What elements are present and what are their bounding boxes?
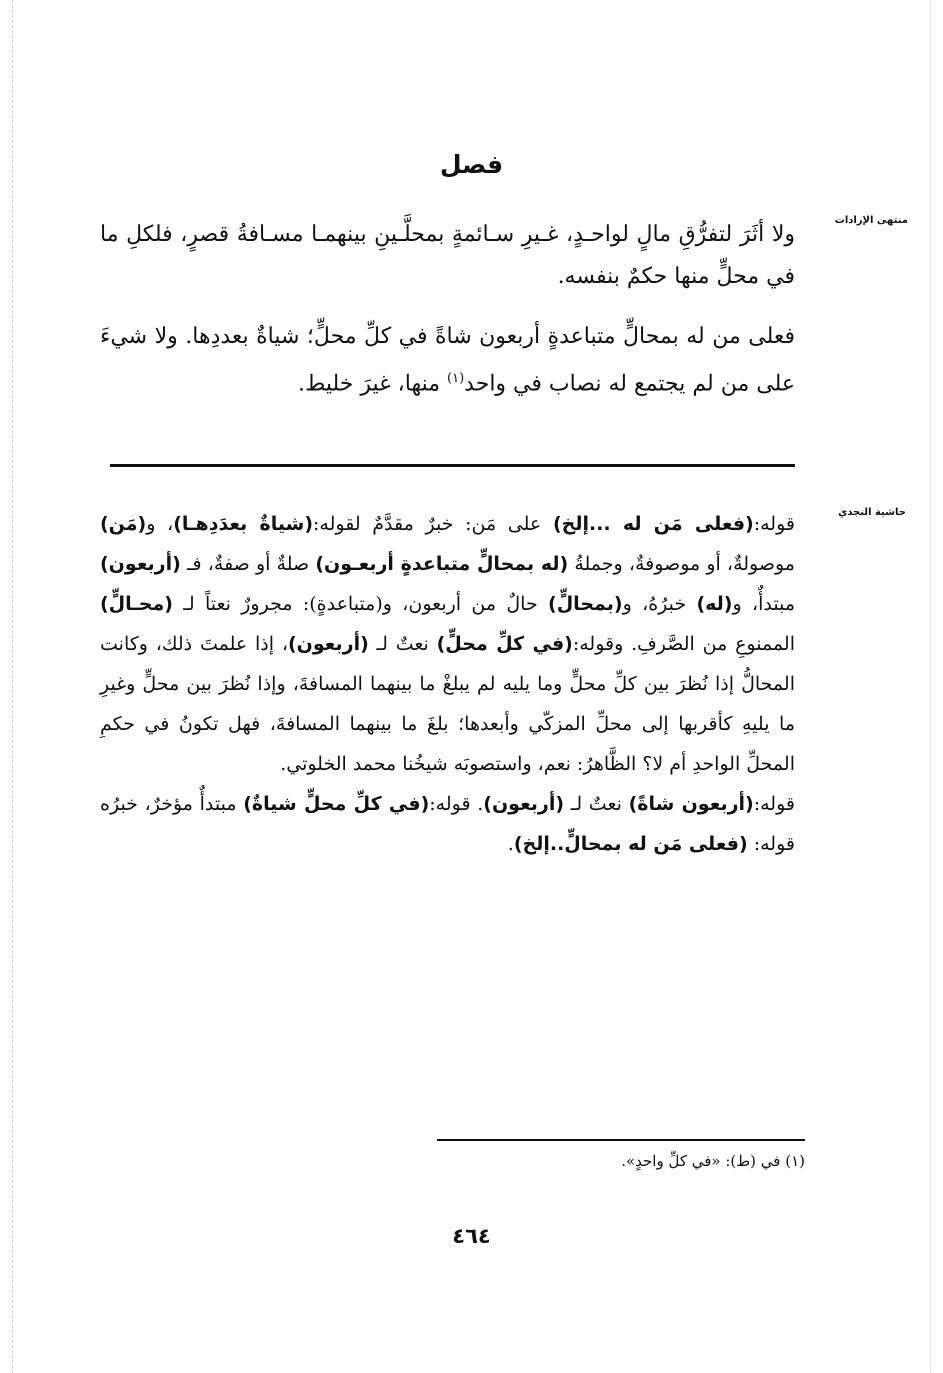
hashiya-quote: (أربعون) (287, 633, 369, 655)
side-label-hashiya: حاشية النجدي (838, 507, 906, 518)
main-paragraph-2a: فعلى من له بمحالٍّ متباعدةٍ أربعون شاةً في كلِّ محلٍّ؛ شياةٌ بعددِها. (185, 324, 795, 349)
main-paragraph-2 (100, 316, 795, 405)
main-text (100, 214, 795, 405)
hashiya-segment: ، إذا علمتَ ذلك، وكانت المحالُّ إذا نُظرَ بين كلِّ محلٍّ وما يليه لم يبلغْ ما بينهما المسافةَ، وإذا نُظرَ بين محلٍّ وغيرِ ما يليهِ كأقربها إلى محلِّ المزكّي وأبعدها؛ بلغَ ما بينهما المسافةَ، فهل تكونُ في حكمِ المحلِّ الواحدِ أم لا؟ الظَّاهرُ: نعم، واستصوبَه شيخُنا محمد الخلوتي. (100, 633, 795, 775)
hashiya-text (100, 504, 795, 864)
hashiya-segment: على مَن: خبرٌ مقدَّمٌ لقوله: (313, 513, 553, 535)
hashiya-quote: (في كلِّ محلٍّ شياةٌ) (243, 793, 430, 815)
hashiya-segment: خبرُهُ، و (622, 593, 697, 615)
section-title: فصل (439, 150, 504, 179)
hashiya-paragraph-2 (100, 784, 795, 864)
hashiya-quote: (له) (696, 593, 733, 615)
hashiya-segment: مبتدأٌ مؤخرٌ، خبرُه قوله: (100, 793, 795, 855)
hashiya-paragraph-1 (100, 504, 795, 784)
footnote-marker: (١) (447, 371, 465, 386)
hashiya-segment: صلةٌ أو صفةٌ، فـ (180, 553, 316, 575)
main-paragraph-2b-end: منها، غيرَ خليط. (298, 371, 448, 397)
hashiya-quote: (في كلِّ محلٍّ) (436, 633, 573, 655)
main-paragraph-2b-start: ولا شيءَ على من لم يجتمع له نصاب في واحد (100, 324, 795, 397)
hashiya-quote: (أربعون) (100, 553, 181, 575)
page-number: ٤٦٤ (452, 1224, 491, 1248)
hashiya-segment: ، و (146, 513, 174, 535)
hashiya-segment: . قوله: (429, 793, 484, 815)
hashiya-segment: قوله: (753, 793, 795, 815)
main-paragraph-1: ولا أثَرَ لتفرُّقِ مالٍ لواحـدٍ، غـيرِ سـائمةٍ بمحلَّـينِ بينهمـا مسـافةُ قصرٍ، فلكلِ ما في محلٍّ منها حكمٌ بنفسه. (100, 222, 795, 289)
hashiya-quote: (محـالٍّ) (100, 593, 173, 615)
hashiya-quote: (فعلى مَن له بمحالٍّ..إلخ) (513, 833, 748, 855)
hashiya-segment: موصولةٌ، أو موصوفةٌ، وجملةُ (568, 553, 795, 575)
scan-edge-left (12, 0, 13, 1373)
hashiya-segment: مبتدأٌ، و (732, 593, 796, 615)
hashiya-quote: (فعلى مَن له ...إلخ) (552, 513, 754, 535)
hashiya-quote: (أربعون) (483, 793, 565, 815)
side-label-matn: منتهى الإرادات (834, 215, 908, 226)
hashiya-quote: (مَن) (100, 513, 147, 535)
hashiya-segment: الممنوعِ من الصَّرفِ. وقوله: (572, 633, 795, 655)
scan-edge-right (930, 0, 931, 1373)
hashiya-segment: حالٌ من أربعون، و(متباعدةٍ): مجرورٌ نعتاً لـ (172, 593, 549, 615)
hashiya-quote: (شياةٌ بعدَدِهـا) (173, 513, 314, 535)
footnote-rule (437, 1139, 805, 1141)
hashiya-segment: نعتٌ لـ (368, 633, 437, 655)
hashiya-segment: قوله: (753, 513, 795, 535)
hashiya-quote: (أربعون شاةً) (628, 793, 754, 815)
hashiya-quote: (بمحالٍّ) (548, 593, 623, 615)
footnote: (١) في (ط): «في كلِّ واحدٍ». (621, 1152, 805, 1170)
hashiya-quote: (له بمحالٍّ متباعدةٍ أربعـون) (315, 553, 569, 575)
hashiya-segment: . (507, 833, 514, 855)
hashiya-segment: نعتٌ لـ (564, 793, 629, 815)
section-divider (110, 464, 795, 467)
